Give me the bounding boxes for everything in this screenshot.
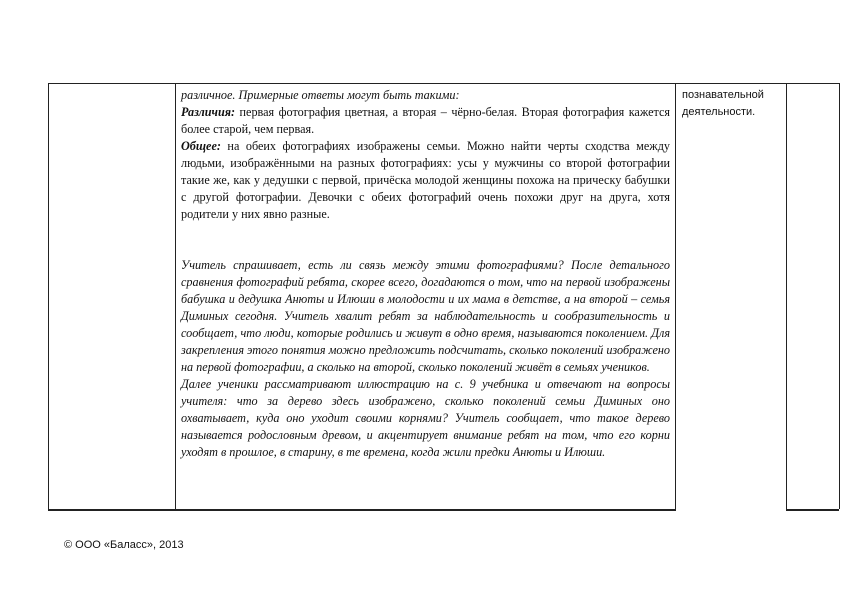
blank-spacer (181, 223, 670, 257)
column-divider-3 (786, 83, 787, 511)
table-bottom-border-right (786, 509, 839, 511)
column-divider-2 (675, 83, 676, 511)
family-tree-paragraph: Далее ученики рассматривают иллюстрацию на с. 9 учебника и отвечают на вопросы учителя: что за дерево здесь изображено, сколько поколений семьи Диминых оно охватывает, куда оно уходит своими корнями? Учитель сообщает, что такое дерево называется родословным древом, и акцентирует внимание ребят на том, что его корни уходят в прошлое, в старину, в те времена, когда жили предки Анюты и Илюши. (181, 377, 670, 459)
competency-cell (682, 87, 786, 121)
table-bottom-border (48, 509, 675, 511)
table-left-border (48, 83, 49, 511)
table-top-border (48, 83, 839, 84)
intro-line: различное. Примерные ответы могут быть такими: (181, 88, 460, 102)
competency-line-2: деятельности. (682, 106, 756, 118)
common-label: Общее: (181, 139, 221, 153)
copyright-footer: © ООО «Баласс», 2013 (64, 539, 184, 551)
common-text: на обеих фотографиях изображены семьи. Можно найти черты сходства между людьми, изображёнными на разных фотографиях: усы у мужчины со второй фотографии такие же, как у дедушки с первой, причёска молодой женщины похожа на прическу бабушки с другой фотографии. Девочки с обеих фотографий очень похожи друг на друга, хотя родители у них явно разные. (181, 139, 670, 221)
competency-line-1: познавательной (682, 89, 764, 101)
column-divider-1 (175, 83, 176, 511)
differences-paragraph (181, 104, 670, 138)
differences-text: первая фотография цветная, а вторая – чёрно-белая. Вторая фотография кажется более старой, чем первая. (181, 105, 670, 136)
table-right-border (839, 83, 840, 509)
differences-label: Различия: (181, 105, 236, 119)
lesson-description-cell (181, 87, 670, 461)
common-paragraph (181, 138, 670, 223)
teacher-question-paragraph: Учитель спрашивает, есть ли связь между этими фотографиями? После детального сравнения фотографий ребята, скорее всего, догадаются о том, что на первой изображены бабушка и дедушка Анюты и Илюши в молодости и их мама в детстве, а на второй – семья Диминых сегодня. Учитель хвалит ребят за наблюдательность и сообразительность и сообщает, что люди, которые родились и живут в одно время, называются поколением. Для закрепления этого понятия можно предложить подсчитать, сколько поколений изображено на первой фотографии, а сколько на второй, сколько поколений живёт в семьях учеников. (181, 258, 670, 374)
